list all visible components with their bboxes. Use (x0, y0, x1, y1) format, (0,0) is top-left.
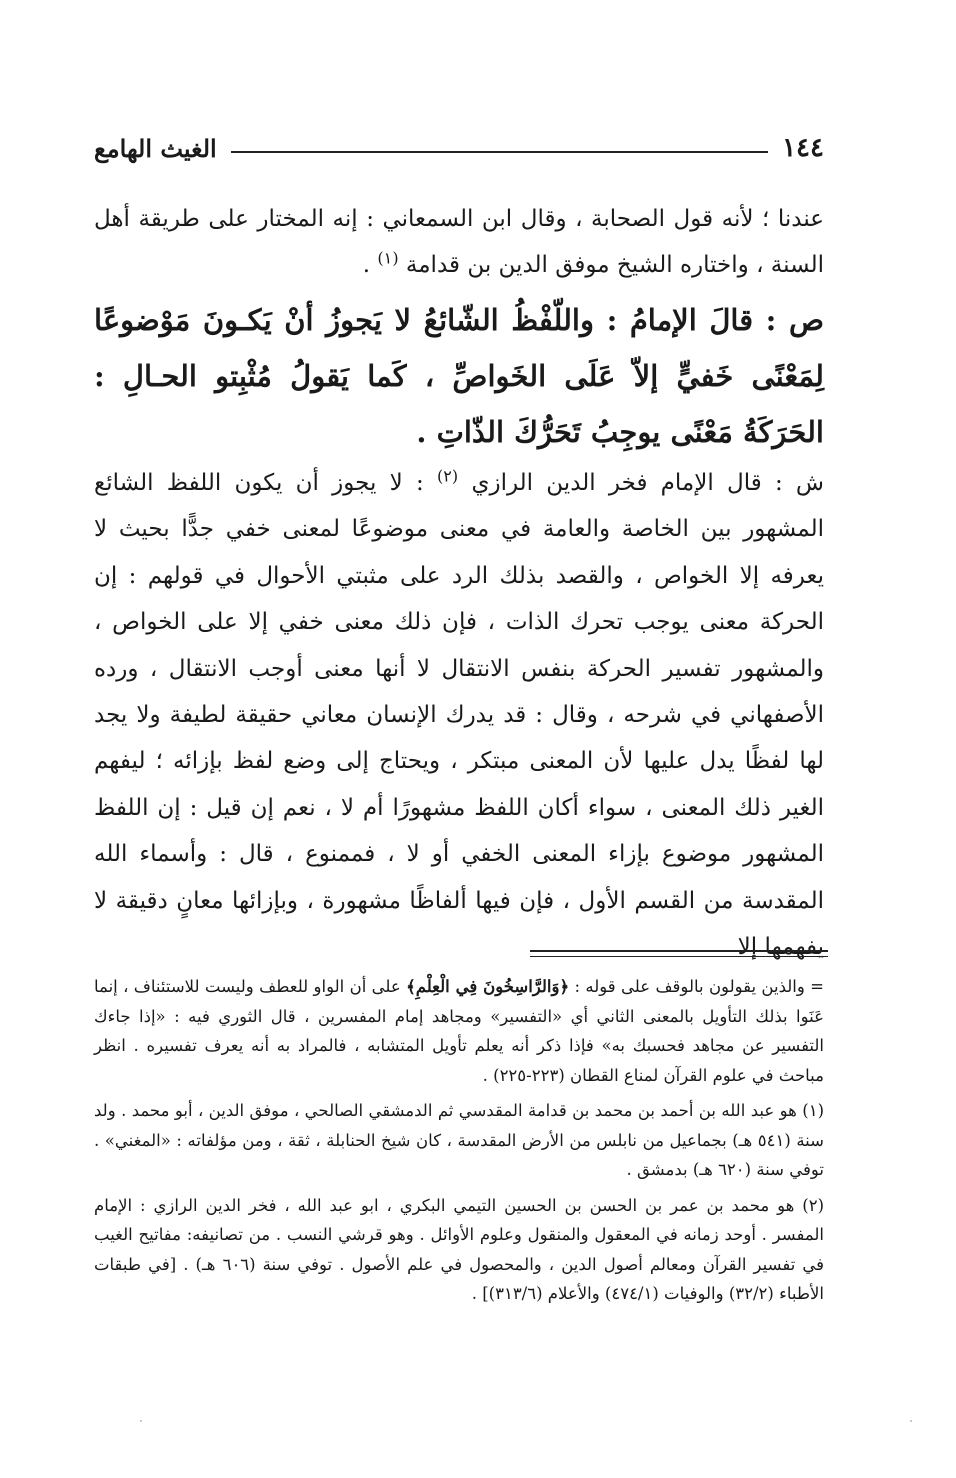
footnote-continued-start: = والذين يقولون بالوقف على قوله : (574, 977, 824, 996)
sharh-paragraph (94, 460, 824, 970)
footnotes (94, 972, 824, 1315)
continuation-paragraph (94, 196, 824, 288)
footnote-ref-1: (١) (377, 248, 399, 268)
continuation-end: . (362, 252, 378, 278)
footnote-2: (٢) هو محمد بن عمر بن الحسن بن الحسين التيمي البكري ، ابو عبد الله ، فخر الدين الرازي : الإمام المفسر . أوحد زمانه في المعقول والمنقول وعلوم الأوائل . وهو قرشي النسب . من تصانيفه: مفاتيح الغيب في تفسير القرآن ومعالم أصول الدين ، والمحصول في علم الأصول . توفي سنة (٦٠٦ هـ) . [في طبقات الأطباء (٣٢/٢) والوفيات (٤٧٤/١) والأعلام (٣١٣/٦)] . (94, 1195, 825, 1303)
footnote-continued (94, 972, 824, 1090)
continuation-text: عندنا ؛ لأنه قول الصحابة ، وقال ابن السمعاني : إنه المختار على طريقة أهل السنة ، واختاره الشيخ موفق الدين بن قدامة (94, 206, 824, 278)
footnote-ref-2: (٢) (436, 466, 459, 486)
sharh-rest: : لا يجوز أن يكون اللفظ الشائع المشهور بين الخاصة والعامة في معنى موضوعًا لمعنى خفي جدًّا بحيث لا يعرفه إلا الخواص ، والقصد بذلك الرد على مثبتي الأحوال في قولهم : إن الحركة معنى يوجب تحرك الذات ، فإن ذلك معنى خفي إلا على الخواص ، والمشهور تفسير الحركة بنفس الانتقال لا أنها معنى أوجب الانتقال ، ورده الأصفهاني في شرحه ، وقال : قد يدرك الإنسان معاني حقيقة لطيفة ولا يجد لها لفظًا يدل عليها لأن المعنى مبتكر ، ويحتاج إلى وضع لفظ بإزائه ؛ ليفهم الغير ذلك المعنى ، سواء أكان اللفظ مشهورًا أم لا ، نعم إن قيل : إن اللفظ المشهور موضوع بإزاء المعنى الخفي أو لا ، فممنوع ، قال : وأسماء الله المقدسة من القسم الأول ، فإن فيها ألفاظًا مشهورة ، وبإزائها معانٍ دقيقة لا يفهمها إلا (94, 470, 824, 961)
quran-quote: ﴿وَالرَّاسِخُونَ فِي الْعِلْمِ﴾ (406, 977, 570, 996)
scan-speck (140, 1420, 142, 1422)
header-rule (231, 151, 768, 153)
footnote-separator (530, 950, 828, 957)
running-header (94, 128, 824, 168)
page-number: ١٤٤ (782, 133, 824, 163)
running-title: الغيث الهامع (94, 133, 217, 163)
scan-speck (910, 1420, 912, 1422)
footnote-continued-rest: على أن الواو للعطف وليست للاستئناف ، إنما عَنَوا بذلك التأويل بالمعنى الثاني أي «التفسير» ومجاهد إمام المفسرين ، قال الثوري فيه : «إذا جاءك التفسير عن مجاهد فحسبك به» فإذا ذكر أنه يعلم تأويل المتشابه ، فالمراد به أنه يعرف تفسيره . انظر مباحث في علوم القرآن لمناع القطان (٢٢٣-٢٢٥) . (94, 977, 825, 1085)
matn-paragraph: ص : قالَ الإمامُ : واللّفْظُ الشّائعُ لا يَجوزُ أنْ يَكـونَ مَوْضوعًا لِمَعْنًى خَفيٍّ إلاّ عَلَى الخَواصِّ ، كَما يَقولُ مُثْبِتو الحـالِ : الحَرَكَةُ مَعْنًى يوجِبُ تَحَرُّكَ الذّاتِ . (94, 303, 824, 449)
sharh-start: ش : قال الإمام فخر الدين الرازي (471, 470, 825, 496)
footnote-1: (١) هو عبد الله بن أحمد بن محمد بن قدامة المقدسي ثم الدمشقي الصالحي ، موفق الدين ، أبو محمد . ولد سنة (٥٤١ هـ) بجماعيل من نابلس من الأرض المقدسة ، كان شيخ الحنابلة ، ثقة ، ومن مؤلفاته : «المغني» . توفي سنة (٦٢٠ هـ) بدمشق . (94, 1101, 824, 1179)
